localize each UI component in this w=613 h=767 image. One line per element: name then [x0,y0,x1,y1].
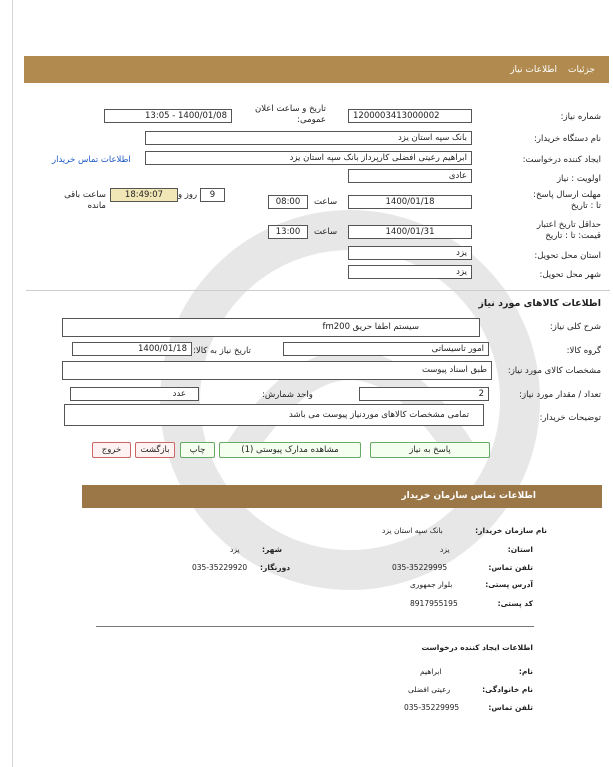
phone-value: 035-35229995 [392,563,448,572]
deadline-label: مهلت ارسال پاسخ: تا : تاریخ [533,190,601,211]
phone-label: تلفن تماس: [488,563,533,572]
validity-date-field: 1400/01/31 [348,225,472,239]
validity-time-field: 13:00 [268,225,308,239]
need-date-label: تاریخ نیاز به کالا: [193,346,251,356]
state-value: یزد [440,545,450,554]
fax-label: دورنگار: [260,563,291,572]
buyer-contact-link[interactable]: اطلاعات تماس خریدار [52,155,131,165]
validity-time-label: ساعت [314,227,338,237]
org-value: بانک سپه استان یزد [382,526,443,535]
buyer-field: بانک سپه استان یزد [145,131,472,145]
province-field: یزد [348,246,472,260]
city-contact-label: شهر: [262,545,282,554]
city-contact-value: یزد [230,545,240,554]
notes-field: تمامی مشخصات کالاهای موردنیاز پیوست می باشد [64,404,484,426]
creator-phone-value: 035-35229995 [404,703,460,712]
contact-header-bar [82,485,602,508]
city-field: یزد [348,265,472,279]
address-label: آدرس پستی: [485,580,533,589]
contact-divider [96,626,534,627]
org-label: نام سازمان خریدار: [475,526,547,535]
section-divider [26,290,610,291]
creator-name-value: ابراهیم [420,667,442,676]
remaining-label: ساعت باقی مانده [64,190,106,211]
announce-label: تاریخ و ساعت اعلان عمومی: [254,104,326,125]
creator-phone-label: تلفن تماس: [488,703,533,712]
tab-bar [24,56,609,83]
creator-family-value: رعیتی افضلی [408,685,451,694]
goods-group-label: گروه کالا: [566,346,601,356]
state-label: استان: [507,545,533,554]
announce-field: 1400/01/08 - 13:05 [104,109,232,123]
buyer-label: نام دستگاه خریدار: [534,134,601,144]
need-date-field: 1400/01/18 [72,342,192,356]
goods-header: اطلاعات کالاهای مورد نیاز [478,298,601,309]
priority-label: اولویت : نیاز [556,174,601,184]
unit-label: واحد شمارش: [262,390,313,400]
days-label: روز و [178,190,198,200]
postal-label: کد پستی: [497,599,533,608]
address-value: بلوار جمهوری [410,580,453,589]
creator-family-label: نام خانوادگی: [482,685,533,694]
creator-info-header: اطلاعات ایجاد کننده درخواست [421,643,533,652]
unit-field: عدد [70,387,199,401]
need-number-label: شماره نیاز: [560,112,601,122]
goods-desc-label: شرح کلی نیاز: [549,322,601,332]
fax-value: 035-35229920 [192,563,248,572]
creator-label: ایجاد کننده درخواست: [522,155,601,165]
remaining-time-field: 18:49:07 [110,188,178,202]
goods-desc-field: سیستم اطفا حریق fm200 [62,318,480,337]
tab-details[interactable]: جزئیات [568,65,595,75]
goods-specs-field: طبق اسناد پیوست [62,361,492,380]
goods-qty-label: تعداد / مقدار مورد نیاز: [519,390,601,400]
city-label: شهر محل تحویل: [539,270,601,280]
postal-value: 8917955195 [410,599,458,608]
contact-header: اطلاعات تماس سازمان خریدار [401,491,536,501]
deadline-time-field: 08:00 [268,195,308,209]
notes-label: توضیحات خریدار: [539,413,601,423]
deadline-date-field: 1400/01/18 [348,195,472,209]
province-label: استان محل تحویل: [534,251,601,261]
deadline-time-label: ساعت [314,197,338,207]
creator-field: ابراهیم رعیتی افضلی کارپرداز بانک سپه استان یزد [145,151,472,165]
exit-button[interactable]: خروج [92,442,131,458]
back-button[interactable]: بازگشت [135,442,175,458]
creator-name-label: نام: [518,667,533,676]
reply-button[interactable]: پاسخ به نیاز [370,442,490,458]
validity-label: حداقل تاریخ اعتبار قیمت: تا : تاریخ [536,220,601,241]
watermark-logo [150,200,550,600]
days-field: 9 [200,188,225,202]
need-number-field: 1200003413000002 [348,109,472,123]
goods-qty-field: 2 [359,387,489,401]
print-button[interactable]: چاپ [180,442,215,458]
priority-field: عادی [348,169,472,183]
goods-specs-label: مشخصات کالای مورد نیاز: [507,366,601,376]
goods-group-field: امور تاسیساتی [283,342,489,356]
view-attachments-button[interactable]: مشاهده مدارک پیوستی (1) [219,442,361,458]
tab-need-info[interactable]: اطلاعات نیاز [510,65,557,75]
